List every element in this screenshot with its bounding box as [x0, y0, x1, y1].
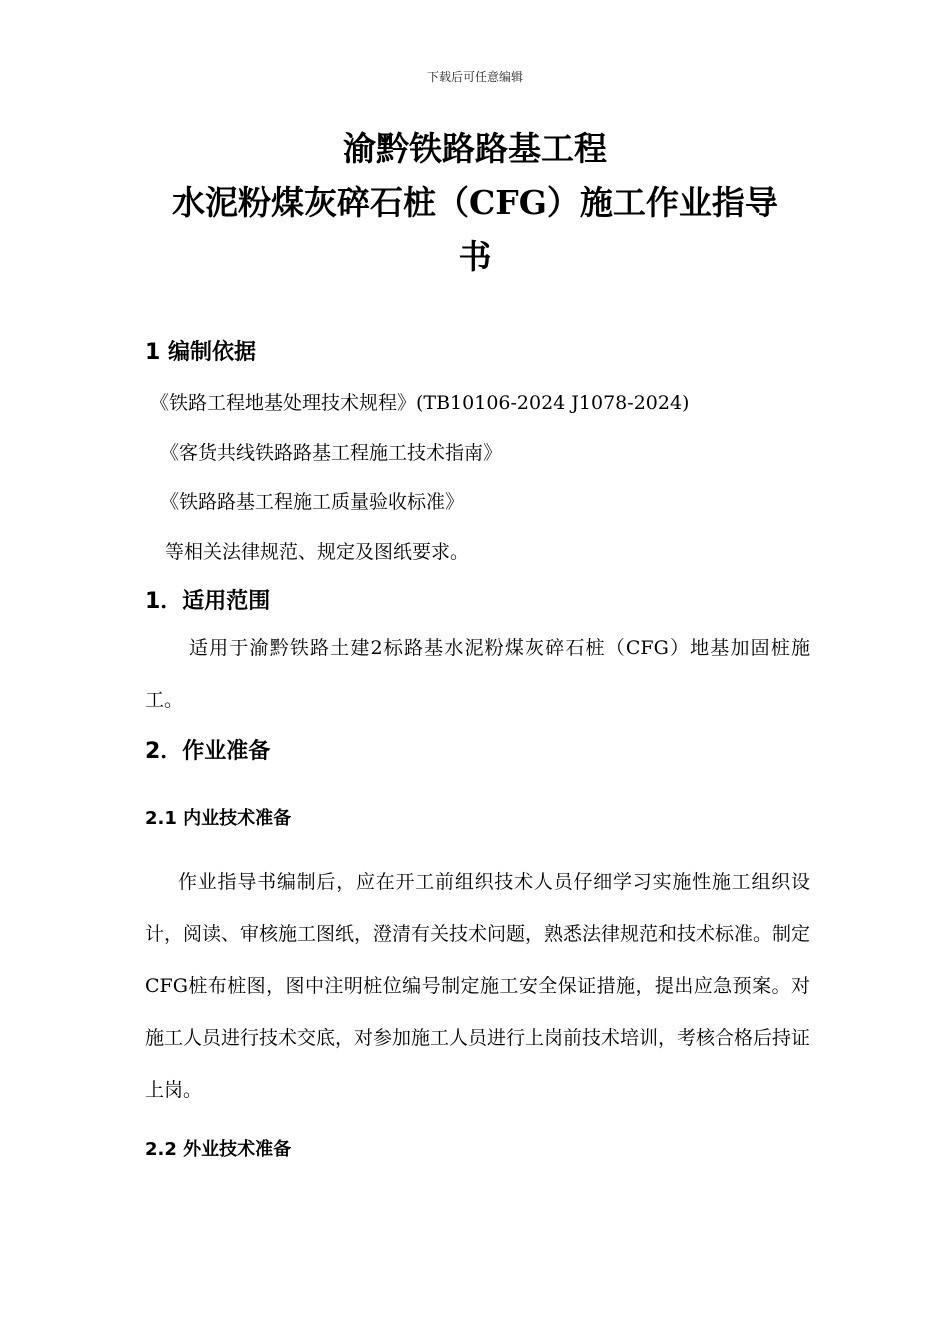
basis-ref-1: 《铁路工程地基处理技术规程》(TB10106-2024 J1078-2024)	[150, 392, 690, 414]
basis-ref-2: 《客货共线铁路路基工程施工技术指南》	[160, 442, 503, 464]
section-heading-basis: 1 编制依据	[145, 340, 256, 365]
subsection-heading-internal: 2.1 内业技术准备	[145, 808, 292, 829]
section-heading-prep: 2．作业准备	[145, 739, 271, 764]
basis-ref-3: 《铁路路基工程施工质量验收标准》	[160, 491, 465, 513]
title-line-3: 书	[458, 237, 492, 276]
subsection-heading-external: 2.2 外业技术准备	[145, 1139, 292, 1160]
document-title	[140, 122, 810, 284]
section-heading-scope: 1．适用范围	[145, 589, 271, 614]
page-header-note: 下载后可任意编辑	[426, 70, 523, 84]
title-line-1: 渝黔铁路路基工程	[343, 129, 607, 168]
internal-paragraph: 作业指导书编制后，应在开工前组织技术人员仔细学习实施性施工组织设计，阅读、审核施工图纸，澄清有关技术问题，熟悉法律规范和技术标准。制定CFG桩布桩图，图中注明桩位编号制定施工安全保证措施，提出应急预案。对施工人员进行技术交底，对参加施工人员进行上岗前技术培训，考核合格后持证上岗。	[145, 871, 811, 1101]
basis-ref-4: 等相关法律规范、规定及图纸要求。	[165, 541, 470, 563]
scope-paragraph: 适用于渝黔铁路土建2标路基水泥粉煤灰碎石桩（CFG）地基加固桩施工。	[145, 637, 810, 711]
title-line-2: 水泥粉煤灰碎石桩（CFG）施工作业指导	[172, 183, 778, 222]
